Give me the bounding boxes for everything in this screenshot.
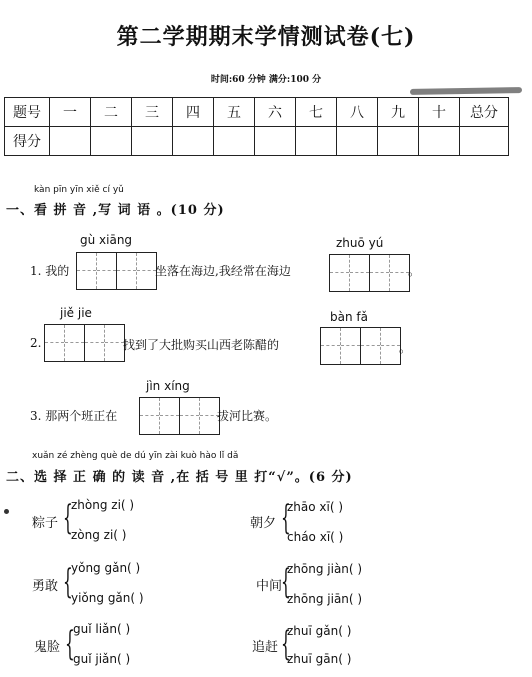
word-zongzi: 粽子 [32, 516, 59, 531]
column-label: 五 [214, 98, 255, 127]
option-zhuigan-1[interactable]: zhuī gǎn( ) [287, 624, 352, 638]
option-zhaoxi-1[interactable]: zhāo xī( ) [287, 500, 344, 514]
margin-dot [4, 509, 9, 514]
question-number-label: 题号 [5, 98, 50, 127]
q2-middle-text: 找到了大批购买山西老陈醋的 [123, 338, 280, 352]
column-label: 一 [50, 98, 91, 127]
brace-icon: { [280, 624, 291, 664]
scan-mark [410, 87, 522, 95]
word-guilian: 鬼脸 [34, 640, 61, 655]
score-cell[interactable] [378, 127, 419, 156]
brace-icon: { [280, 562, 291, 602]
section2-pinyin: xuǎn zé zhèng què de dú yīn zài kuò hào lǐ dǎ [32, 451, 239, 461]
page-title: 第二学期期末学情测试卷(七) [116, 24, 416, 50]
column-label: 二 [91, 98, 132, 127]
score-cell[interactable] [419, 127, 460, 156]
option-zhongjian-2[interactable]: zhōng jiān( ) [287, 592, 363, 606]
brace-icon: { [62, 498, 73, 538]
q3-answer-grid[interactable] [139, 397, 220, 435]
q3-pinyin: jìn xíng [146, 379, 190, 393]
brace-icon: { [64, 624, 75, 664]
total-label: 总分 [460, 98, 509, 127]
column-label: 九 [378, 98, 419, 127]
score-cell[interactable] [214, 127, 255, 156]
word-zhongjian: 中间 [256, 579, 283, 594]
word-yonggan: 勇敢 [32, 579, 59, 594]
q3-suffix: 拔河比赛。 [217, 409, 278, 423]
score-cell[interactable] [132, 127, 173, 156]
option-yonggan-1[interactable]: yǒng gǎn( ) [71, 561, 141, 575]
brace-icon: { [280, 498, 291, 538]
option-zhuigan-2[interactable]: zhuī gān( ) [287, 652, 352, 666]
column-label: 八 [337, 98, 378, 127]
q2-answer-grid-a[interactable] [44, 324, 125, 362]
score-table [4, 97, 509, 156]
section1-heading: 一、看 拼 音 ,写 词 语 。(10 分) [6, 203, 225, 218]
q1-suffix: 。 [408, 264, 421, 278]
score-cell[interactable] [50, 127, 91, 156]
option-guilian-2[interactable]: guǐ jiǎn( ) [73, 652, 131, 666]
score-table-score-row [5, 127, 509, 156]
score-cell[interactable] [173, 127, 214, 156]
section1-pinyin: kàn pīn yīn xiě cí yǔ [34, 185, 124, 195]
option-zongzi-1[interactable]: zhòng zi( ) [71, 498, 135, 512]
option-zhaoxi-2[interactable]: cháo xī( ) [287, 530, 344, 544]
column-label: 四 [173, 98, 214, 127]
section2-heading: 二、选 择 正 确 的 读 音 ,在 括 号 里 打“√”。(6 分) [6, 470, 353, 485]
q1-middle-text: 坐落在海边,我经常在海边 [155, 264, 291, 278]
column-label: 七 [296, 98, 337, 127]
q1-answer-grid-b[interactable] [329, 254, 410, 292]
q1-pinyin-b: zhuō yú [336, 236, 384, 250]
total-score-cell[interactable] [460, 127, 509, 156]
score-cell[interactable] [296, 127, 337, 156]
option-yonggan-2[interactable]: yiǒng gǎn( ) [71, 591, 144, 605]
q2-answer-grid-b[interactable] [320, 327, 401, 365]
brace-icon: { [62, 562, 73, 602]
q2-prefix: 2. [30, 336, 42, 350]
score-table-header-row [5, 98, 509, 127]
score-cell[interactable] [337, 127, 378, 156]
q1-prefix: 1. 我的 [30, 264, 70, 278]
score-cell[interactable] [255, 127, 296, 156]
q1-answer-grid-a[interactable] [76, 252, 157, 290]
column-label: 三 [132, 98, 173, 127]
option-zhongjian-1[interactable]: zhōng jiàn( ) [287, 562, 363, 576]
q1-pinyin-a: gù xiāng [80, 233, 133, 247]
score-label: 得分 [5, 127, 50, 156]
q2-pinyin-a: jiě jie [60, 306, 92, 320]
option-zongzi-2[interactable]: zòng zi( ) [71, 528, 127, 542]
column-label: 六 [255, 98, 296, 127]
word-zhaoxi: 朝夕 [250, 516, 277, 531]
word-zhuigan: 追赶 [252, 640, 279, 655]
column-label: 十 [419, 98, 460, 127]
q2-suffix: 。 [399, 341, 412, 355]
exam-time-info: 时间:60 分钟 满分:100 分 [210, 75, 322, 85]
q2-pinyin-b: bàn fǎ [330, 310, 368, 324]
score-cell[interactable] [91, 127, 132, 156]
q3-prefix: 3. 那两个班正在 [30, 409, 118, 423]
option-guilian-1[interactable]: guǐ liǎn( ) [73, 622, 131, 636]
